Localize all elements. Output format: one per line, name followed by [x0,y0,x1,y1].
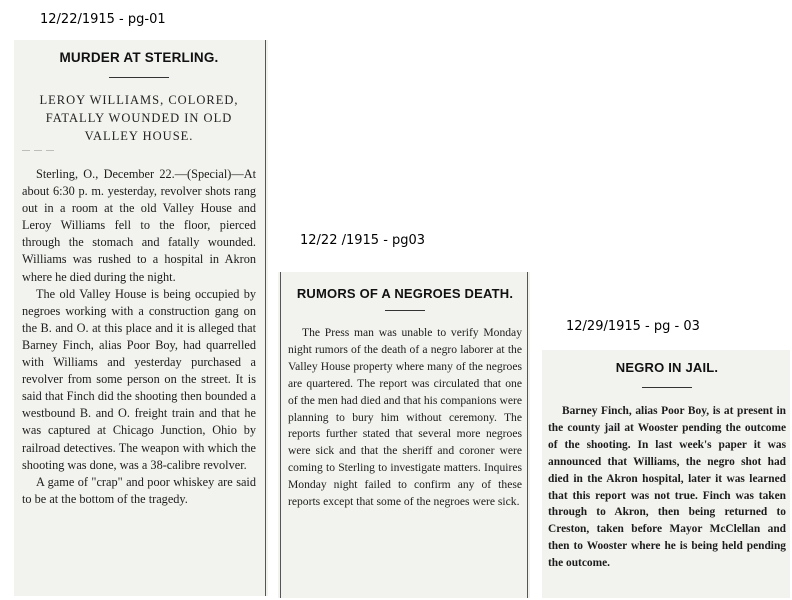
headline-rule [109,77,169,78]
headline-rule [385,310,425,311]
subheadline: LEROY WILLIAMS, COLORED, FATALLY WOUNDED IN OLD VALLEY HOUSE. [39,93,239,143]
headline: MURDER AT STERLING. [59,50,219,65]
column-rule [265,40,266,596]
article-paragraph: The Press man was unable to verify Monday night rumors of the death of a negro laborer at the Valley House property where many of the negroes are quartered. The report was circulated that one of the men had died and that his companions were planning to bury him without ceremony. The reports further stated that several more negroes were sick and that the sheriff and coroner were coming to Sterling to investigate matters. Inquires Monday night failed to confirm any of these reports except that some of the negroes were sick. [288,326,522,509]
article-paragraph: Sterling, O., December 22.—(Special)—At about 6:30 p. m. yesterday, revolver shots rang out in a room at the old Valley House and Leroy Williams fell to the floor, pierced through the stomach and fatally wounded. Williams was rushed to a hospital in Akron where he died during the night. [22,167,256,284]
column-rule [527,272,528,598]
headline: NEGRO IN JAIL. [615,360,719,375]
article-paragraph: Barney Finch, alias Poor Boy, is at present in the county jail at Wooster pending the outcome of the shooting. In last week's paper it was announced that Williams, the negro shot had died in the Akron hospital, later it was learned that this report was not true. Finch was taken through to Akron, then being returned to Creston, taken before Mayor McClellan and then to Wooster where he is being held pending the outcome. [548,405,786,570]
caption-article-1: 12/22/1915 - pg-01 [40,12,166,27]
newspaper-clipping-3 [542,350,790,598]
caption-article-3: 12/29/1915 - pg - 03 [566,319,700,334]
headline: RUMORS OF A NEGROES DEATH. [296,286,514,301]
section-dash: — — — [22,145,55,154]
column-rule [280,272,281,598]
newspaper-clipping-2 [278,272,530,598]
article-paragraph: A game of "crap" and poor whiskey are said to be at the bottom of the tragedy. [22,474,256,506]
caption-article-2: 12/22 /1915 - pg03 [300,233,426,248]
newspaper-clipping-1 [14,40,268,596]
article-paragraph: The old Valley House is being occupied by negroes working with a construction gang on the B. and O. at this place and it is alleged that Barney Finch, alias Poor Boy, had quarrelled with Williams and yesterday purchased a revolver from some person on the street. It is said that Finch did the shooting then bounded a westbound B. and O. freight train and that he was captured at Chicago Junction, Ohio by railroad detectives. The weapon with which the shooting was done, was a 38-calibre revolver. [22,286,256,472]
headline-rule [642,387,692,388]
